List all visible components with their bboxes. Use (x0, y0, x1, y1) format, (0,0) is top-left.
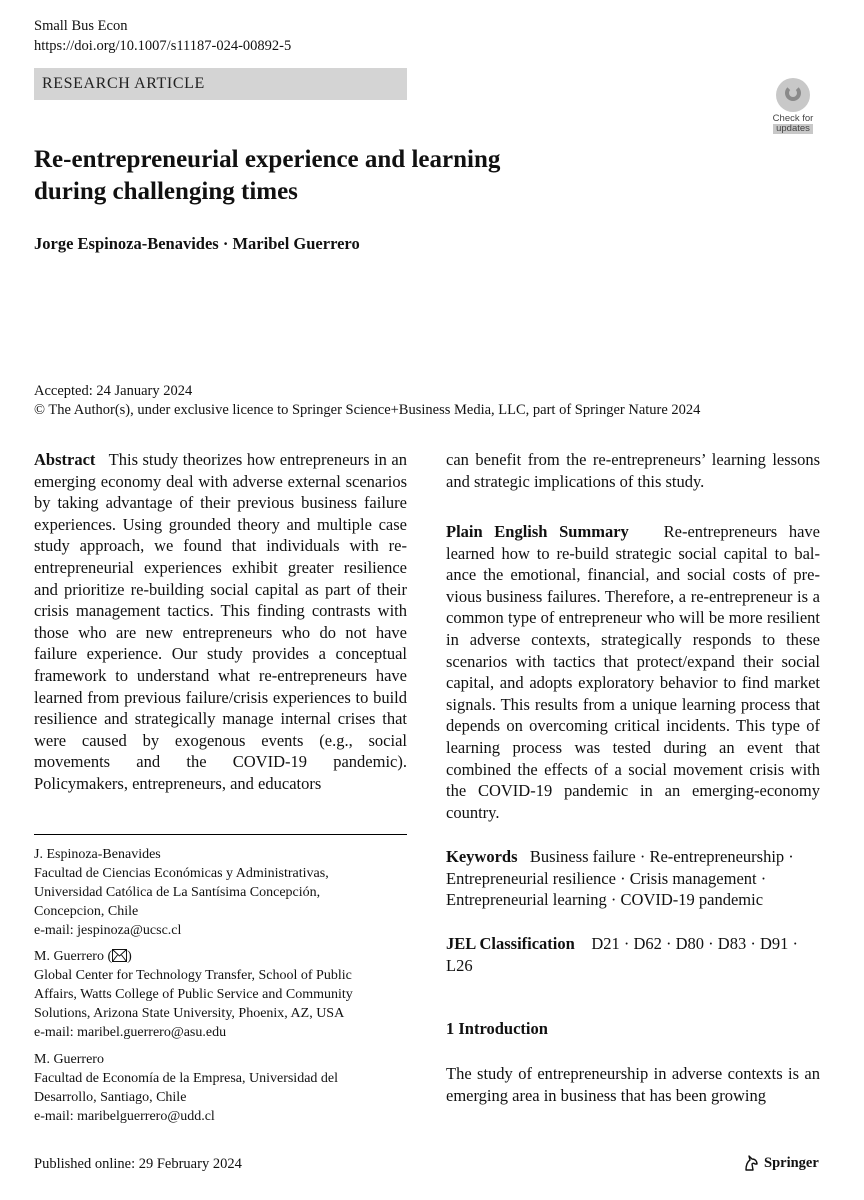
abstract (34, 449, 407, 795)
affiliation-line: Facultad de Ciencias Económicas y Administrativas, (34, 866, 329, 881)
abstract-text: This study theorizes how entrepreneurs in an emerging economy deal with adverse external scenarios by taking advantage of their previous business failure experiences. Using grounded theory and multiple case study approach, we found that individuals with re-entrepreneurial experiences exhibit greater resilience and prioritize re-building social capital as part of their crisis management tactics. This finding contrasts with those who are new entrepreneurs who do not have failure experience. Our study provides a conceptual framework to understand what re-entrepreneurs have learned from previous failure/crisis experiences to build resilience and strategically manage internal crises that were caused by exogenous events (e.g., social movements and the COVID-19 pandemic). Policymakers, entrepreneurs, and educators (34, 450, 407, 793)
journal-header (34, 16, 291, 56)
check-for-updates-icon (776, 78, 810, 112)
publisher-name: Springer (764, 1154, 819, 1171)
section-heading-introduction: 1 Introduction (446, 1019, 548, 1038)
affiliation-line: J. Espinoza-Benavides (34, 847, 161, 862)
springer-logo (742, 1154, 819, 1172)
plain-summary-label: Plain English Summary (446, 522, 629, 541)
affiliation-line: Concepcion, Chile (34, 904, 139, 919)
affiliation-line: Global Center for Technology Transfer, School of Public (34, 968, 352, 983)
email-link[interactable]: e-mail: jespinoza@ucsc.cl (34, 923, 182, 938)
affiliation-1 (34, 845, 407, 940)
plain-english-summary (446, 521, 820, 823)
introduction-text: The study of entrepreneurship in adverse contexts is an emerging area in business that has been growing (446, 1064, 820, 1105)
jel-label: JEL Classification (446, 934, 575, 953)
affiliation-line: M. Guerrero (34, 1052, 104, 1067)
corresponding-author-close: ) (127, 949, 132, 964)
email-link[interactable]: e-mail: maribelguerrero@udd.cl (34, 1109, 215, 1124)
article-title (34, 144, 594, 208)
copyright-notice: © The Author(s), under exclusive licence to Springer Science+Business Media, LLC, part of Springer Nature 2024 (34, 402, 701, 418)
article-type-banner: RESEARCH ARTICLE (34, 68, 407, 100)
title-line-1: Re-entrepreneurial experience and learning (34, 146, 501, 173)
corresponding-author-name: M. Guerrero ( (34, 949, 113, 964)
accepted-date: Accepted: 24 January 2024 (34, 383, 193, 399)
check-for-updates-badge[interactable] (766, 78, 820, 134)
published-online-date: Published online: 29 February 2024 (34, 1156, 242, 1172)
affiliation-line: Facultad de Economía de la Empresa, Universidad del (34, 1071, 339, 1086)
affiliation-divider (34, 834, 407, 835)
check-badge-line2: updates (773, 124, 813, 134)
affiliation-2 (34, 947, 407, 1042)
springer-horse-icon (742, 1154, 760, 1172)
affiliation-line: Solutions, Arizona State University, Phoenix, AZ, USA (34, 1006, 345, 1021)
affiliation-line: Universidad Católica de La Santísima Concepción, (34, 885, 321, 900)
email-link[interactable]: e-mail: maribel.guerrero@asu.edu (34, 1025, 227, 1040)
affiliation-line: Affairs, Watts College of Public Service and Community (34, 987, 353, 1002)
keywords-text: Business failure · Re-entrepreneurship · Entrepreneurial resilience · Crisis management · Entrepreneurial learning · COVID-19 pandemic (446, 847, 794, 910)
affiliation-3 (34, 1050, 407, 1126)
abstract-continuation: can benefit from the re-entrepreneurs’ learning lessons and strategic implications of this study. (446, 450, 820, 491)
check-badge-line1: Check for (772, 113, 814, 124)
doi-link[interactable]: https://doi.org/10.1007/s11187-024-00892-5 (34, 38, 292, 54)
abstract-label: Abstract (34, 450, 96, 469)
title-line-2: during challenging times (34, 178, 298, 205)
keywords (446, 846, 820, 911)
journal-name: Small Bus Econ (34, 18, 128, 34)
jel-classification (446, 933, 820, 976)
author-list: Jorge Espinoza-Benavides · Maribel Guerrero (34, 234, 360, 253)
mail-icon[interactable] (112, 949, 127, 962)
keywords-label: Keywords (446, 847, 518, 866)
affiliation-line: Desarrollo, Santiago, Chile (34, 1090, 187, 1105)
plain-summary-text: Re-entrepreneurs have learned how to re-build strategic social capital to balance the emotional, financial, and social costs of previous business failures. Therefore, a re-entrepreneur is a common type of entrepreneur who will be more resilient in adverse contexts, strategically responds to these scenarios with tactics that protect/expand their social capital, and adopts exploratory behavior to find market signals. This results from a unique learning process that depends on overcoming critical incidents. This type of learning process was tested during an event that combined the effects of a social movement crisis with the COVID-19 pandemic in an emerging-economy country. (446, 522, 820, 822)
jel-text: D21 · D62 · D80 · D83 · D91 · L26 (446, 934, 798, 975)
publication-dates (34, 382, 700, 420)
